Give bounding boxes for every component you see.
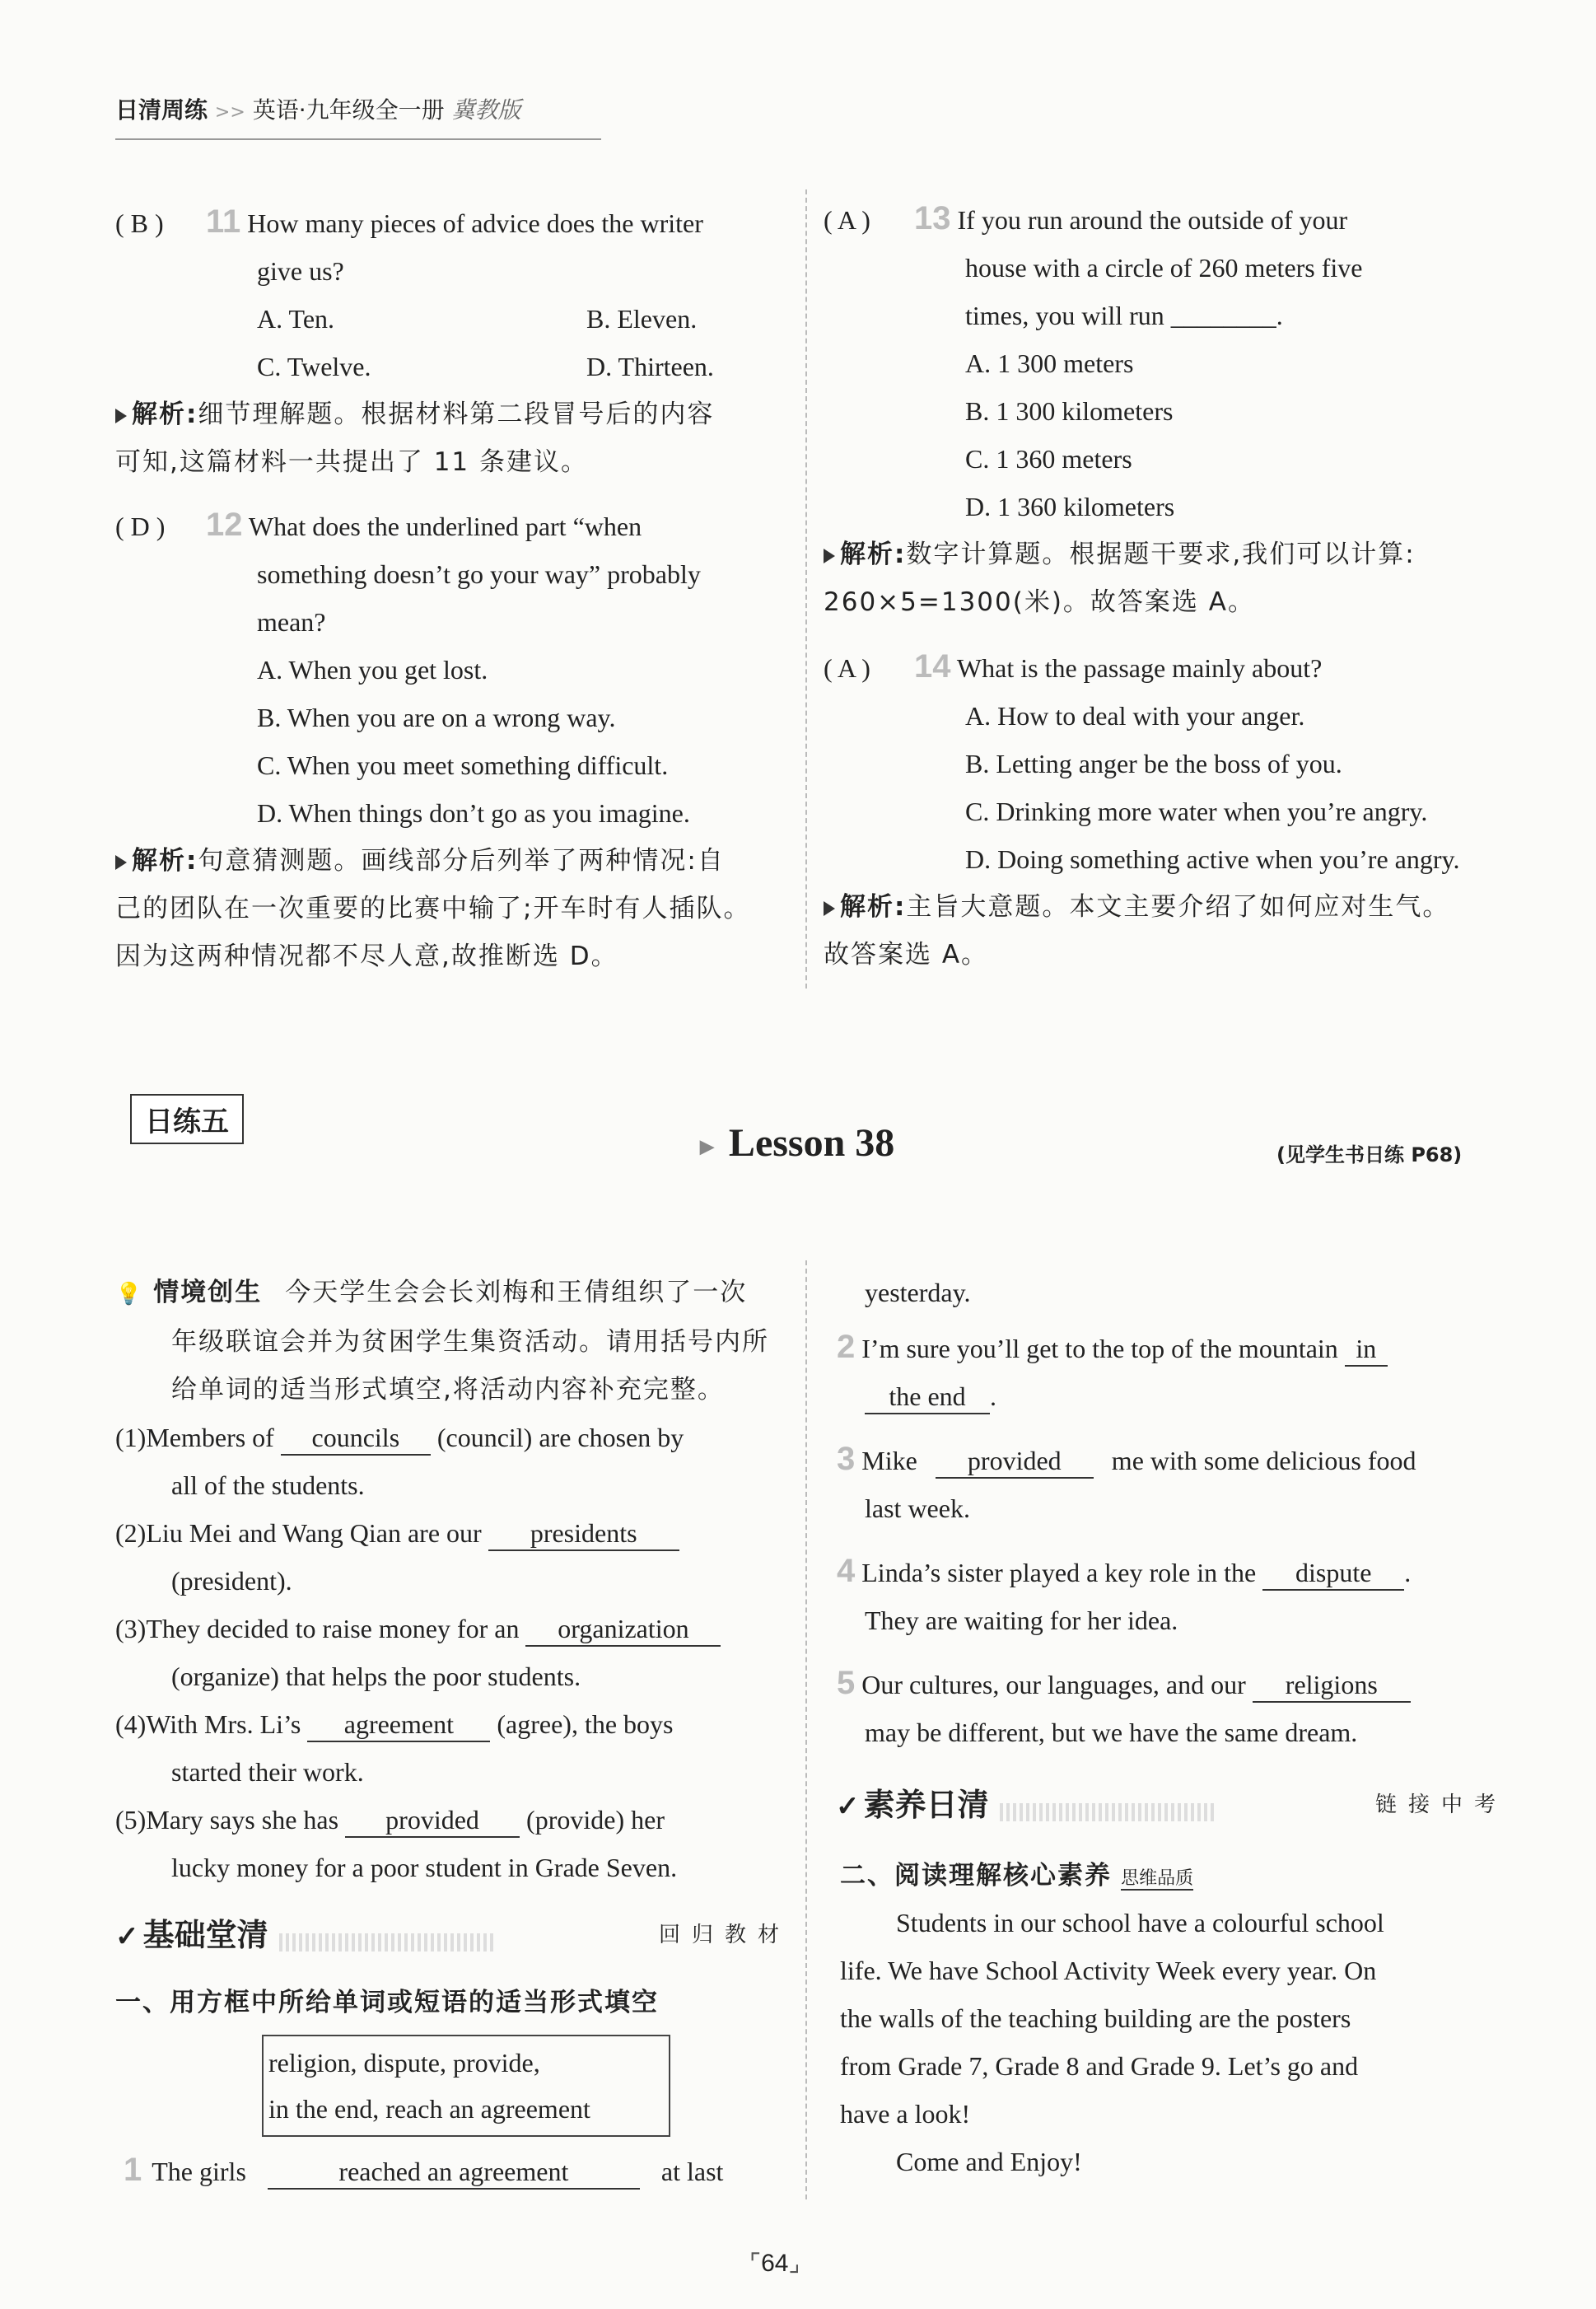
- bracket-right: ⌟: [788, 2250, 800, 2277]
- question-12: [115, 501, 791, 980]
- q14-line1: What is the passage mainly about?: [956, 653, 1323, 683]
- lesson-title-text: Lesson 38: [728, 1121, 895, 1165]
- context-intro-3: 给单词的适当形式填空,将活动内容补充完整。: [171, 1375, 725, 1405]
- q12-option-b: B. When you are on a wrong way.: [257, 703, 616, 732]
- word-box: [262, 2035, 670, 2137]
- pen-check-icon: ✓: [836, 1790, 860, 1823]
- question-11: [115, 198, 791, 486]
- page-number: [749, 2249, 800, 2278]
- q12-option-d: D. When things don’t go as you imagine.: [257, 798, 690, 828]
- context-intro-2: 年级联谊会并为贫困学生集资活动。请用括号内所: [171, 1327, 769, 1357]
- qnum-14: 14: [914, 648, 951, 685]
- day-tag-label: 日练五: [145, 1105, 229, 1138]
- q13-option-d: D. 1 360 kilometers: [965, 492, 1175, 521]
- q14-option-d: D. Doing something active when you’re angry.: [965, 844, 1460, 874]
- header-rule: [115, 138, 601, 140]
- answer-blank: provided: [345, 1803, 520, 1838]
- item-number: (2): [115, 1518, 147, 1548]
- q2-text: I’m sure you’ll get to the top of the mountain: [861, 1334, 1338, 1363]
- subject: 英语·九年级全一册: [252, 96, 445, 124]
- word-box-line-2: in the end, reach an agreement: [268, 2094, 590, 2124]
- q12-line1: What does the underlined part “when: [248, 512, 642, 541]
- answer-blank: the end: [865, 1380, 990, 1414]
- basics-subtitle: 一、用方框中所给单词或短语的适当形式填空: [115, 1988, 659, 2017]
- q3-text: last week.: [865, 1493, 970, 1523]
- item-number: (1): [115, 1423, 147, 1452]
- context-intro-1: 今天学生会会长刘梅和王倩组织了一次: [285, 1278, 748, 1307]
- answer-11: ( B ): [115, 208, 164, 238]
- q13-line1: If you run around the outside of your: [957, 205, 1348, 235]
- q11-line2: give us?: [257, 256, 344, 286]
- q12-option-a: A. When you get lost.: [257, 655, 488, 685]
- context-section: [115, 1269, 799, 1891]
- q11-option-d: D. Thirteen.: [586, 352, 714, 381]
- q14-option-c: C. Drinking more water when you’re angry.: [965, 797, 1428, 826]
- q13-option-a: A. 1 300 meters: [965, 348, 1134, 378]
- answer-blank: dispute: [1262, 1556, 1404, 1591]
- basics-q1: [124, 2146, 799, 2195]
- q13-option-b: B. 1 300 kilometers: [965, 396, 1174, 426]
- passage-line: Come and Enjoy!: [896, 2147, 1082, 2176]
- item-text: They decided to raise money for an: [146, 1614, 520, 1643]
- passage-line: from Grade 7, Grade 8 and Grade 9. Let’s go and: [840, 2051, 1359, 2081]
- right-bottom-column: [837, 1269, 1507, 1756]
- basics-title: 基础堂清: [142, 1917, 268, 1953]
- item-text: Mary says she has: [146, 1805, 339, 1835]
- answer-blank: provided: [936, 1444, 1094, 1479]
- bulb-icon: 💡: [115, 1282, 144, 1306]
- q12-line2: something doesn’t go your way” probably: [257, 559, 701, 589]
- item-text: (council) are chosen by: [436, 1423, 684, 1452]
- answer-blank: in: [1345, 1332, 1388, 1367]
- q3-text: me with some delicious food: [1111, 1446, 1416, 1475]
- analysis-label: 解析:: [132, 400, 198, 429]
- answer-blank: councils: [281, 1421, 431, 1456]
- analysis-arrow-icon: [115, 409, 127, 423]
- item-text: lucky money for a poor student in Grade Seven.: [171, 1853, 678, 1882]
- item-text: Liu Mei and Wang Qian are our: [146, 1518, 482, 1548]
- header-stripe: [279, 1933, 493, 1951]
- answer-blank: religions: [1253, 1668, 1411, 1703]
- q11-analysis-1: 细节理解题。根据材料第二段冒号后的内容: [198, 400, 715, 429]
- q14-analysis-1: 主旨大意题。本文主要介绍了如何应对生气。: [906, 892, 1450, 922]
- q11-option-b: B. Eleven.: [586, 304, 698, 334]
- passage-line: life. We have School Activity Week every year. On: [840, 1956, 1377, 1985]
- analysis-label: 解析:: [840, 540, 907, 569]
- header-stripe: [1000, 1803, 1214, 1821]
- passage-line: the walls of the teaching building are the posters: [840, 2003, 1351, 2033]
- literacy-subtitle-row: [840, 1852, 1193, 1900]
- literacy-tail: 链接中考: [1374, 1793, 1507, 1817]
- q2-text: .: [990, 1381, 996, 1411]
- qnum-11: 11: [206, 203, 241, 240]
- column-divider-bottom: [805, 1260, 807, 2199]
- q12-analysis-3: 因为这两种情况都不尽人意,故推断选 D。: [115, 942, 618, 971]
- word-box-line-1: religion, dispute, provide,: [268, 2048, 540, 2078]
- passage-line: have a look!: [840, 2099, 971, 2129]
- q13-analysis-2: 260×5=1300(米)。故答案选 A。: [824, 587, 1255, 617]
- reading-passage: [840, 1899, 1507, 2185]
- q14-option-b: B. Letting anger be the boss of you.: [965, 749, 1342, 778]
- lesson-title: [700, 1120, 894, 1166]
- analysis-label: 解析:: [840, 892, 907, 922]
- q13-line2: house with a circle of 260 meters five: [965, 253, 1363, 283]
- qnum-13: 13: [914, 200, 951, 236]
- q5-text: Our cultures, our languages, and our: [861, 1670, 1246, 1699]
- answer-12: ( D ): [115, 512, 166, 541]
- context-label: 情境创生: [153, 1278, 263, 1307]
- column-divider-top: [805, 189, 807, 989]
- literacy-header: [836, 1779, 1507, 1825]
- brand: 日清周练: [115, 96, 208, 124]
- answer-blank: agreement: [307, 1708, 490, 1742]
- arrows: >>: [214, 102, 245, 123]
- item-text: started their work.: [171, 1757, 364, 1787]
- q5-text: may be different, but we have the same dream.: [865, 1718, 1358, 1747]
- q13-option-c: C. 1 360 meters: [965, 444, 1132, 474]
- qnum-12: 12: [206, 507, 243, 543]
- page-header: [115, 92, 521, 125]
- item-text: Members of: [146, 1423, 274, 1452]
- literacy-title: 素养日清: [863, 1787, 989, 1823]
- passage-line: Students in our school have a colourful school: [896, 1908, 1384, 1937]
- qnum: 4: [837, 1553, 856, 1589]
- play-arrow-icon: ▶: [700, 1135, 714, 1157]
- q13-analysis-1: 数字计算题。根据题干要求,我们可以计算:: [906, 540, 1416, 569]
- q14-analysis-2: 故答案选 A。: [824, 940, 989, 970]
- q3-text: Mike: [861, 1446, 917, 1475]
- item-text: (president).: [171, 1566, 292, 1596]
- answer-blank: presidents: [488, 1517, 679, 1551]
- item-text: (provide) her: [526, 1805, 665, 1835]
- analysis-arrow-icon: [115, 855, 127, 870]
- qnum: 3: [837, 1441, 856, 1477]
- analysis-arrow-icon: [824, 549, 835, 563]
- q11-analysis-2: 可知,这篇材料一共提出了 11 条建议。: [115, 447, 589, 477]
- q4-text: They are waiting for her idea.: [865, 1606, 1178, 1635]
- analysis-label: 解析:: [132, 846, 198, 876]
- question-14: [824, 643, 1507, 979]
- qnum: 5: [837, 1665, 856, 1701]
- q11-line1: How many pieces of advice does the writer: [247, 208, 703, 238]
- q13-line3: times, you will run ________.: [965, 301, 1283, 330]
- q4-text: .: [1404, 1558, 1412, 1587]
- qnum: 2: [837, 1329, 856, 1365]
- day-tag: [130, 1094, 244, 1144]
- q11-option-c: C. Twelve.: [257, 352, 371, 381]
- analysis-arrow-icon: [824, 901, 835, 916]
- q12-analysis-2: 己的团队在一次重要的比赛中输了;开车时有人插队。: [115, 894, 751, 923]
- edition: 冀教版: [451, 96, 521, 124]
- page-number-text: 64: [761, 2250, 789, 2277]
- q1-text: The girls: [152, 2157, 246, 2186]
- item-number: (4): [115, 1709, 147, 1739]
- q12-option-c: C. When you meet something difficult.: [257, 750, 669, 780]
- basics-header: [115, 1909, 791, 1955]
- literacy-tag: 思维品质: [1121, 1868, 1194, 1889]
- q4-text: Linda’s sister played a key role in the: [861, 1558, 1257, 1587]
- item-number: (5): [115, 1805, 147, 1835]
- item-number: (3): [115, 1614, 147, 1643]
- q12-line3: mean?: [257, 607, 326, 637]
- item-text: (organize) that helps the poor students.: [171, 1662, 581, 1691]
- q1-continuation: yesterday.: [865, 1278, 971, 1307]
- answer-blank: reached an agreement: [268, 2155, 640, 2190]
- answer-13: ( A ): [824, 205, 870, 235]
- literacy-subtitle: 二、阅读理解核心素养: [840, 1861, 1112, 1891]
- question-13: [824, 194, 1507, 626]
- answer-blank: organization: [525, 1612, 721, 1647]
- q12-analysis-1: 句意猜测题。画线部分后列举了两种情况:自: [198, 846, 725, 876]
- q14-option-a: A. How to deal with your anger.: [965, 701, 1305, 731]
- item-text: With Mrs. Li’s: [146, 1709, 301, 1739]
- pen-check-icon: ✓: [115, 1920, 139, 1953]
- item-text: all of the students.: [171, 1470, 365, 1500]
- qnum: 1: [124, 2152, 142, 2188]
- answer-14: ( A ): [824, 653, 870, 683]
- basics-tail: 回归教材: [658, 1923, 791, 1947]
- item-text: (agree), the boys: [497, 1709, 674, 1739]
- q11-option-a: A. Ten.: [257, 304, 335, 334]
- q1-text: at last: [660, 2157, 724, 2186]
- bracket-left: ⌜: [749, 2250, 762, 2277]
- lesson-ref: (见学生书日练 P68): [1276, 1143, 1463, 1166]
